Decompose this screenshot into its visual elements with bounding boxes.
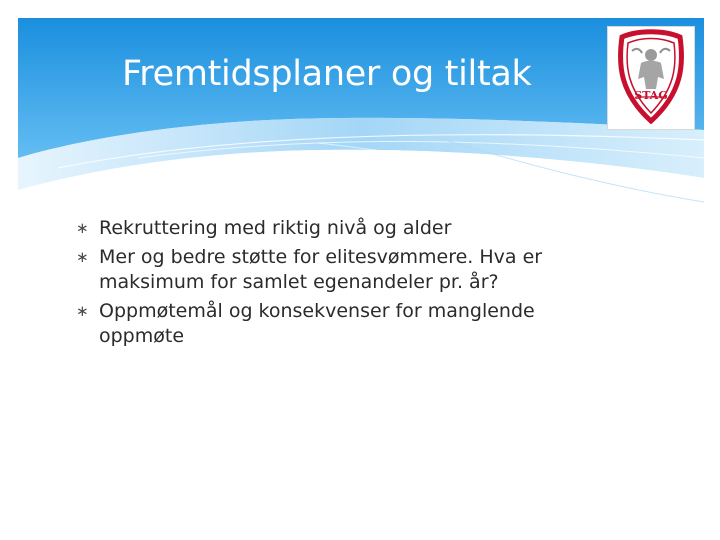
- svg-text:STAG: STAG: [634, 89, 668, 102]
- bullet-item: [76, 299, 596, 349]
- title-banner: [18, 18, 704, 218]
- asterisk-bullet-icon: ∗: [76, 248, 89, 266]
- bullet-text: Rekruttering med riktig nivå og alder: [99, 217, 452, 239]
- bullet-text: Oppmøtemål og konsekvenser for manglende oppmøte: [99, 300, 535, 347]
- slide-title: Fremtidsplaner og tiltak: [122, 54, 532, 94]
- banner-background: [18, 18, 704, 218]
- bullet-list: [76, 216, 596, 353]
- club-logo: [607, 26, 695, 130]
- bullet-text: Mer og bedre støtte for elitesvømmere. Hva er maksimum for samlet egenandeler pr. år?: [99, 246, 543, 293]
- bullet-item: [76, 245, 596, 295]
- bullet-item: [76, 216, 596, 241]
- club-crest-icon: [608, 27, 694, 129]
- asterisk-bullet-icon: ∗: [76, 302, 89, 320]
- asterisk-bullet-icon: ∗: [76, 219, 89, 237]
